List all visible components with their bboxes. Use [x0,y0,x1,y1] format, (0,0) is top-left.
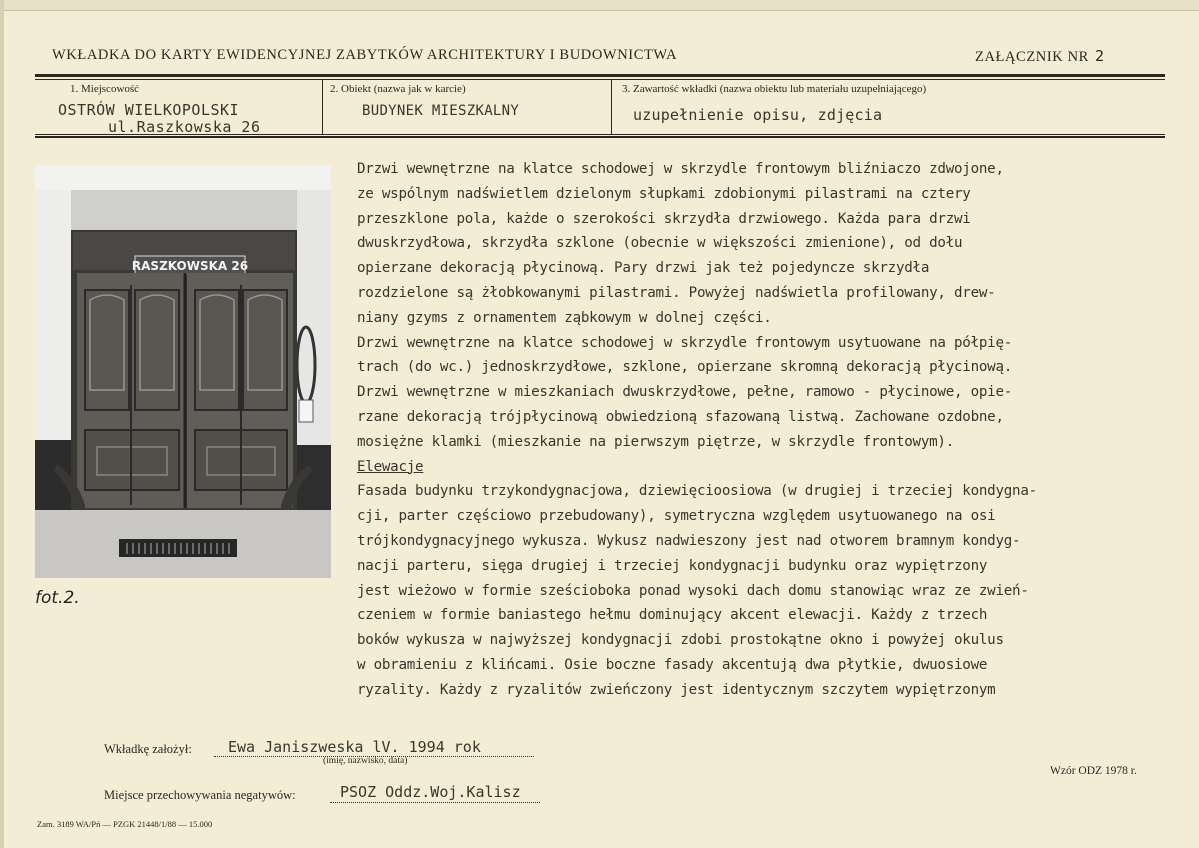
description-line: cji, parter częściowo przebudowany), symetryczna względem usytuowanego na osi [357,508,996,525]
door-photograph [35,165,331,578]
description-line: ze wspólnym nadświetlem dzielonym słupkami zdobionymi pilastrami na cztery [357,185,971,202]
author-value: Ewa Janiszweska lV. 1994 rok [228,738,481,756]
storage-label: Miejsce przechowywania negatywów: [104,788,296,802]
paper-edge-left [0,0,4,848]
description-line: trójkondygnacyjnego wykusza. Wykusz nadwieszony jest nad otworem bramnym kondyg- [357,532,1021,549]
form-title: WKŁADKA DO KARTY EWIDENCYJNEJ ZABYTKÓW ARCHITEKTURY I BUDOWNICTWA [52,47,678,63]
description-line: rzane dekoracją trójpłycinową obwiedzioną sfazowaną listwą. Zachowane ozdobne, [357,408,1004,425]
description-line: Drzwi wewnętrzne na klatce schodowej w skrzydle frontowym usytuowane na półpię- [357,334,1013,351]
description-line: Drzwi wewnętrzne w mieszkaniach dwuskrzydłowe, pełne, ramowo - płycinowe, opie- [357,384,1013,401]
template-version: Wzór ODZ 1978 r. [1050,765,1137,777]
description-text [357,157,1157,703]
contents-label: 3. Zawartość wkładki (nazwa obiektu lub materiału uzupełniającego) [622,83,927,95]
author-hint: (imię, nazwisko, data) [323,756,408,766]
description-line: jest wieżowo w formie sześcioboka ponad wysoki dach domu stanowiąc wraz ze zwień- [357,582,1029,599]
annex-label [975,47,1105,66]
door-sign-text: RASZKOWSKA 26 [131,259,249,273]
header-rule-top-thin [35,79,1165,80]
description-line: rozdzielone są żłobkowanymi pilastrami. Powyżej nadświetla profilowany, drew- [357,284,996,301]
contents-value: uzupełnienie opisu, zdjęcia [633,106,883,124]
description-line: przeszklone pola, każde o szerokości skrzydła drzwiowego. Każda para drzwi [357,210,971,227]
storage-dotted-line [330,801,540,803]
description-line: nacji parteru, sięga drugiej i trzeciej kondygnacji budynku oraz wypiętrzony [357,557,988,574]
description-line: dwuskrzydłowa, skrzydła szklone (obecnie w większości zmienione), od dołu [357,235,963,252]
description-line: trach (do wc.) jednoskrzydłowe, szklone, opierzane skromną dekoracją płycinową. [357,359,1013,376]
paper-edge-top [0,0,1199,11]
description-line: Fasada budynku trzykondygnacjowa, dziewięcioosiowa (w drugiej i trzeciej kondygna- [357,483,1037,500]
header-rule-bottom-thick [35,136,1165,138]
object-label: 2. Obiekt (nazwa jak w karcie) [330,83,466,95]
description-line: mosiężne klamki (mieszkanie na pierwszym piętrze, w skrzydle frontowym). [357,433,954,450]
description-line: ryzality. Każdy z ryzalitów zwieńczony jest identycznym szczytem wypiętrzonym [357,681,996,698]
print-info: Zam. 3189 WA/Pń — PZGK 21448/1/88 — 15.000 [37,819,213,829]
field-divider-2 [611,80,612,134]
section-heading-elewacje: Elewacje [357,458,424,475]
description-line: w obramieniu z klińcami. Osie boczne fasady akcentują dwa płytkie, dwuosiowe [357,656,988,673]
description-line: opierzane dekoracją płycinową. Pary drzwi jak też pojedyncze skrzydła [357,260,930,277]
description-line: Drzwi wewnętrzne na klatce schodowej w skrzydle frontowym bliźniaczo zdwojone, [357,161,1004,177]
photo-caption: fot.2. [35,588,80,608]
field-divider-1 [322,80,323,134]
header-rule-top [35,74,1165,77]
locality-value-line2: ul.Raszkowska 26 [108,118,261,136]
description-line: boków wykusza w najwyższej kondygnacji zdobi prostokątne okno i powyżej okulus [357,632,1004,649]
author-label: Wkładkę założył: [104,742,192,756]
annex-number: 2 [1094,47,1105,65]
annex-label-text: ZAŁĄCZNIK NR [975,49,1089,65]
locality-label: 1. Miejscowość [70,83,140,95]
description-line: niany gzyms z ornamentem ząbkowym w dolnej części. [357,309,772,326]
door-photo-drawing [35,165,331,578]
description-line: czeniem w formie baniastego hełmu dominujący akcent elewacji. Każdy z trzech [357,607,988,624]
locality-value-line1: OSTRÓW WIELKOPOLSKI [58,101,240,119]
storage-value: PSOZ Oddz.Woj.Kalisz [340,783,521,801]
object-value: BUDYNEK MIESZKALNY [362,103,520,119]
